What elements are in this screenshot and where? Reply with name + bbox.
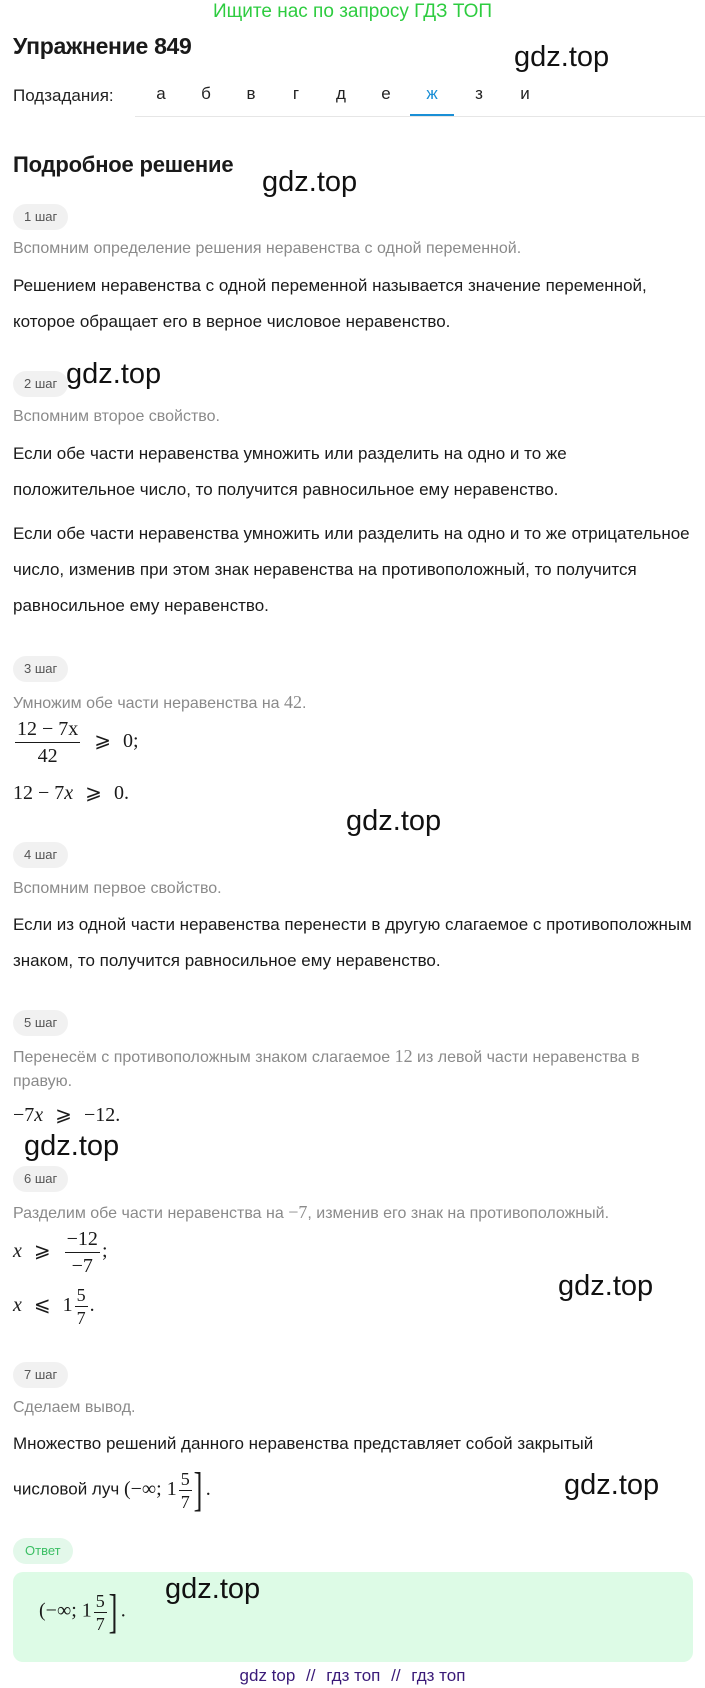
step-intro: Вспомним первое свойство. xyxy=(13,880,222,897)
watermark: gdz.top xyxy=(165,1573,261,1605)
numerator: 12 − 7x xyxy=(15,716,80,743)
intro-text: Перенесём с противоположным знаком слагаемое xyxy=(13,1049,395,1066)
step-badge: 6 шаг xyxy=(13,1166,68,1192)
numerator: 5 xyxy=(76,1285,86,1305)
step-intro: Вспомним второе свойство. xyxy=(13,408,220,425)
interval-open: (−∞; 1 xyxy=(123,1477,177,1500)
answer-box xyxy=(13,1572,693,1662)
interval-close: ] xyxy=(193,1463,203,1516)
denominator: 7 xyxy=(76,1308,86,1328)
watermark: gdz.top xyxy=(24,1130,120,1162)
interval xyxy=(123,1463,211,1516)
step-badge: 7 шаг xyxy=(13,1362,68,1388)
numerator: −12 xyxy=(65,1226,100,1253)
numerator: 5 xyxy=(95,1590,105,1611)
section-title: Подробное решение xyxy=(13,152,234,177)
step-text: Если из одной части неравенства перенести в другую слагаемое с противоположным знаком, то получится равносильное ему неравенство. xyxy=(13,915,692,970)
intro-text: из левой части неравенства в правую. xyxy=(13,1049,640,1090)
whole-part: 1 xyxy=(62,1294,73,1317)
step-badge: 2 шаг xyxy=(13,371,68,397)
subtasks-label: Подзадания: xyxy=(13,86,114,105)
subtask-tab-g[interactable]: г xyxy=(292,84,300,103)
intro-text: Умножим обе части неравенства на xyxy=(13,695,285,712)
fraction xyxy=(75,1284,88,1329)
variable: x xyxy=(13,1294,22,1317)
subtask-tab-d[interactable]: д xyxy=(336,84,346,103)
step-badge: 3 шаг xyxy=(13,656,68,682)
equation xyxy=(13,1284,95,1329)
denominator: 42 xyxy=(37,745,58,767)
footer-link[interactable]: гдз топ xyxy=(326,1666,381,1685)
subtasks-bar xyxy=(13,80,693,120)
watermark: gdz.top xyxy=(262,166,358,198)
variable: x xyxy=(34,1104,44,1126)
answer-interval xyxy=(39,1585,126,1638)
relation: ⩾ xyxy=(33,1240,51,1263)
punctuation: . xyxy=(120,1599,126,1622)
step-intro xyxy=(13,1200,693,1226)
step-text: Если обе части неравенства умножить или разделить на одно и то же отрицательное число, изменив при этом знак неравенства на противоположный, то получится равносильное ему неравенство. xyxy=(13,524,690,615)
interval-close: ] xyxy=(108,1585,118,1638)
step-intro xyxy=(13,1044,693,1094)
step-badge: 4 шаг xyxy=(13,842,68,868)
rhs: 0; xyxy=(123,730,139,753)
subtask-tab-i[interactable]: и xyxy=(520,84,530,103)
fraction xyxy=(94,1590,107,1635)
watermark: gdz.top xyxy=(558,1270,654,1302)
numerator: 5 xyxy=(180,1468,190,1489)
subtask-tab-e[interactable]: е xyxy=(381,84,391,103)
footer-separator: // xyxy=(391,1666,401,1685)
subtasks-tabs xyxy=(135,80,705,117)
variable: x xyxy=(13,1240,22,1263)
intro-number: −7 xyxy=(288,1202,308,1222)
denominator: 7 xyxy=(95,1613,105,1634)
fraction xyxy=(179,1468,192,1513)
step-intro: Сделаем вывод. xyxy=(13,1399,136,1416)
step-intro xyxy=(13,690,693,716)
intro-text: . xyxy=(302,695,307,712)
interval-open: (−∞; 1 xyxy=(39,1599,92,1622)
intro-text: Разделим обе части неравенства на xyxy=(13,1205,289,1222)
equation xyxy=(13,1102,120,1127)
answer-badge: Ответ xyxy=(13,1538,73,1564)
subtask-tab-zh[interactable]: ж xyxy=(410,80,454,116)
equation xyxy=(13,780,129,805)
subtask-tab-a[interactable]: а xyxy=(156,84,166,103)
intro-number: 12 xyxy=(394,1046,413,1066)
step-badge: 1 шаг xyxy=(13,204,68,230)
equation xyxy=(13,1226,108,1279)
footer-link[interactable]: gdz top xyxy=(239,1666,296,1685)
variable: x xyxy=(64,782,74,804)
punctuation: ; xyxy=(101,1240,108,1263)
search-banner: Ищите нас по запросу ГДЗ ТОП xyxy=(212,1,493,22)
step-text: Решением неравенства с одной переменной называется значение переменной, которое обращает его в верное числовое неравенство. xyxy=(13,276,647,331)
step-text: Множество решений данного неравенства представляет собой закрытый xyxy=(13,1434,594,1453)
relation: ⩽ xyxy=(33,1294,51,1317)
step-text: Если обе части неравенства умножить или разделить на одно и то же положительное число, то получится равносильное ему неравенство. xyxy=(13,444,567,499)
relation: ⩾ xyxy=(85,782,102,804)
denominator: 7 xyxy=(180,1491,190,1512)
watermark: gdz.top xyxy=(514,41,610,73)
relation: ⩾ xyxy=(55,1104,72,1126)
equation xyxy=(13,716,139,769)
rhs: 0. xyxy=(113,782,129,804)
intro-text: , изменив его знак на противоположный. xyxy=(307,1205,610,1222)
fraction xyxy=(15,716,80,769)
watermark: gdz.top xyxy=(564,1469,660,1501)
lhs: 12 − 7 xyxy=(13,782,65,804)
footer-link[interactable]: гдз топ xyxy=(411,1666,466,1685)
step-badge: 5 шаг xyxy=(13,1010,68,1036)
footer-links xyxy=(0,1664,705,1688)
exercise-title: Упражнение 849 xyxy=(13,33,192,59)
lhs: −7 xyxy=(13,1104,35,1126)
punctuation: . xyxy=(89,1294,95,1317)
relation: ⩾ xyxy=(94,730,112,753)
fraction xyxy=(65,1226,100,1279)
step-intro: Вспомним определение решения неравенства с одной переменной. xyxy=(13,240,522,257)
rhs: −12. xyxy=(83,1104,121,1126)
denominator: −7 xyxy=(71,1255,93,1277)
intro-number: 42 xyxy=(284,692,303,712)
watermark: gdz.top xyxy=(346,805,442,837)
conclusion-text: числовой луч xyxy=(13,1479,124,1499)
subtask-tab-b[interactable]: б xyxy=(201,84,211,103)
subtask-tab-v[interactable]: в xyxy=(246,84,256,103)
subtask-tab-z[interactable]: з xyxy=(475,84,483,103)
punctuation: . xyxy=(205,1477,211,1500)
footer-separator: // xyxy=(306,1666,316,1685)
watermark: gdz.top xyxy=(66,358,162,390)
